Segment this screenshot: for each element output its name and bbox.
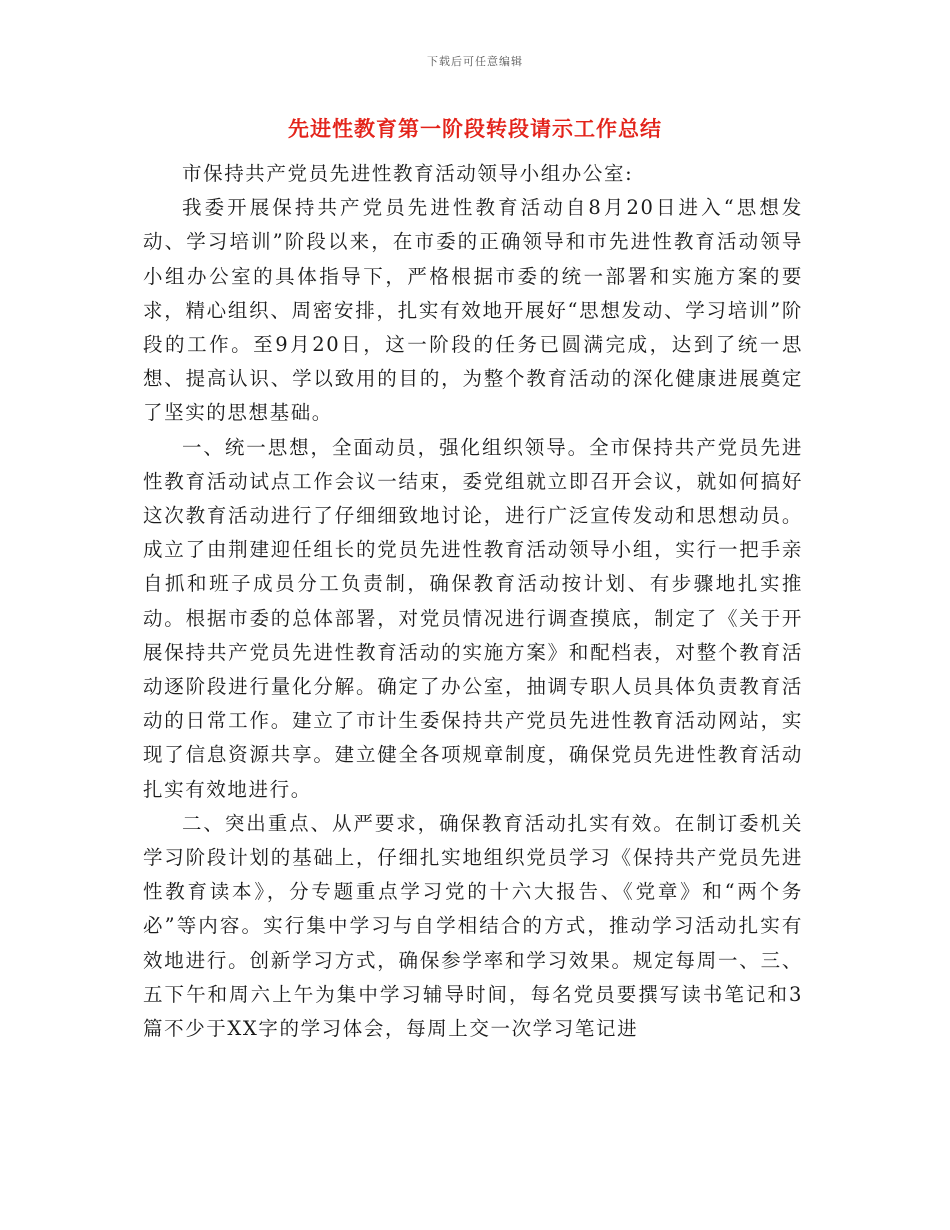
paragraph-section-1: 一、统一思想，全面动员，强化组织领导。全市保持共产党员先进性教育活动试点工作会议一结束，委党组就立即召开会议，就如何搞好这次教育活动进行了仔细细致地讨论，进行广泛宣传发动和思想动员。成立了由荆建迎任组长的党员先进性教育活动领导小组，实行一把手亲自抓和班子成员分工负责制，确保教育活动按计划、有步骤地扎实推动。根据市委的总体部署，对党员情况进行调查摸底，制定了《关于开展保持共产党员先进性教育活动的实施方案》和配档表，对整个教育活动逐阶段进行量化分解。确定了办公室，抽调专职人员具体负责教育活动的日常工作。建立了市计生委保持共产党员先进性教育活动网站，实现了信息资源共享。建立健全各项规章制度，确保党员先进性教育活动扎实有效地进行。	[143, 435, 803, 801]
paragraph-intro: 我委开展保持共产党员先进性教育活动自8月20日进入“思想发动、学习培训”阶段以来，在市委的正确领导和市先进性教育活动领导小组办公室的具体指导下，严格根据市委的统一部署和实施方案的要求，精心组织、周密安排，扎实有效地开展好“思想发动、学习培训”阶段的工作。至9月20日，这一阶段的任务已圆满完成，达到了统一思想、提高认识、学以致用的目的，为整个教育活动的深化健康进展奠定了坚实的思想基础。	[143, 196, 803, 425]
document-body	[143, 157, 803, 1046]
paragraph-section-2: 二、突出重点、从严要求，确保教育活动扎实有效。在制订委机关学习阶段计划的基础上，仔细扎实地组织党员学习《保持共产党员先进性教育读本》，分专题重点学习党的十六大报告、《党章》和“两个务必”等内容。实行集中学习与自学相结合的方式，推动学习活动扎实有效地进行。创新学习方式，确保参学率和学习效果。规定每周一、三、五下午和周六上午为集中学习辅导时间，每名党员要撰写读书笔记和3篇不少于XX字的学习体会，每周上交一次学习笔记进	[143, 811, 803, 1041]
document-title: 先进性教育第一阶段转段请示工作总结	[288, 117, 662, 141]
page-header-note: 下载后可任意编辑	[427, 55, 523, 68]
salutation: 市保持共产党员先进性教育活动领导小组办公室:	[182, 162, 634, 185]
